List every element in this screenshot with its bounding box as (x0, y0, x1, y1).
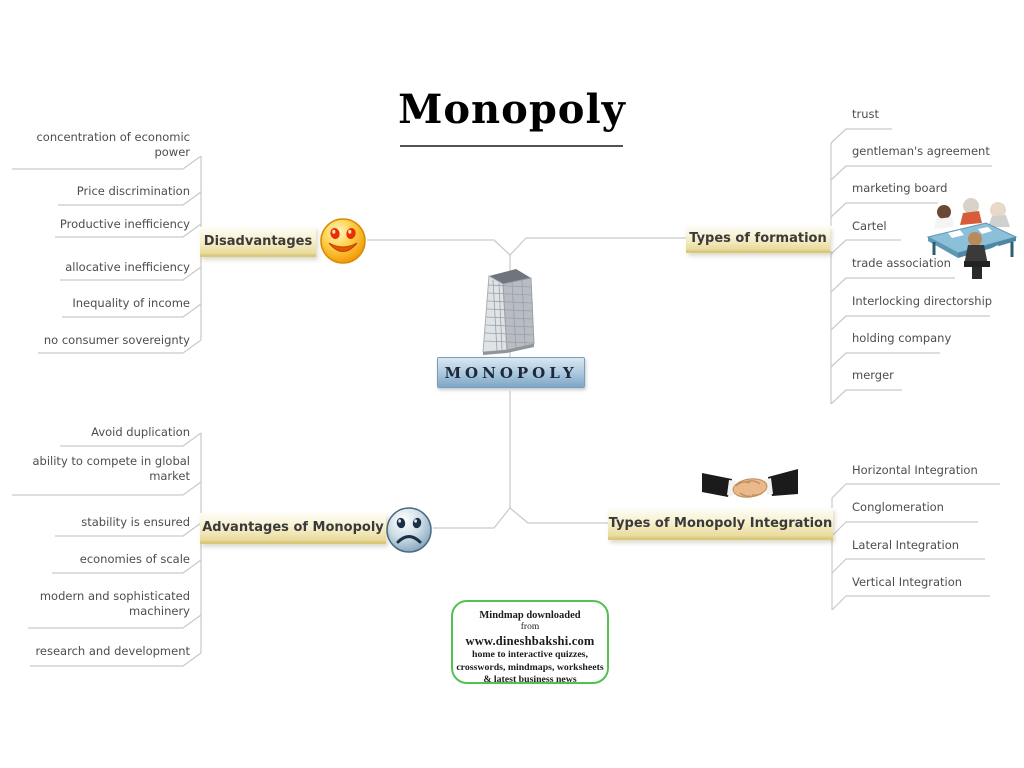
mindmap-leaf[interactable]: stability is ensured (81, 515, 190, 529)
mindmap-leaf[interactable]: research and development (35, 644, 190, 658)
mindmap-leaf[interactable]: Cartel (852, 219, 887, 233)
mindmap-leaf[interactable]: no consumer sovereignty (43, 333, 190, 347)
topic-types-of-integration[interactable] (608, 508, 833, 540)
credit-site-url: www.dineshbakshi.com (465, 634, 595, 648)
mindmap-leaf[interactable]: Lateral Integration (852, 538, 960, 552)
mindmap-leaf[interactable]: ability to compete in global market (32, 454, 190, 483)
topic-types-of-integration-label: Types of Monopoly Integration (608, 515, 833, 531)
central-topic[interactable] (437, 357, 585, 388)
mindmap-leaf[interactable]: marketing board (852, 181, 948, 195)
credit-box (451, 600, 609, 684)
mindmap-leaf[interactable]: allocative inefficiency (65, 260, 190, 274)
topic-advantages-label: Advantages of Monopoly (202, 520, 384, 535)
handshake-icon (702, 464, 798, 508)
mindmap-leaf[interactable]: economies of scale (79, 552, 190, 566)
meeting-icon (926, 195, 1018, 281)
mindmap-leaf[interactable]: Conglomeration (852, 500, 944, 514)
topic-disadvantages[interactable] (200, 227, 316, 257)
mindmap-leaf[interactable]: modern and sophisticated machinery (39, 589, 190, 618)
credit-line-1: Mindmap downloaded (479, 610, 581, 621)
mindmap-leaf[interactable]: trust (852, 107, 880, 121)
credit-line-2: from (520, 622, 540, 632)
mindmap-leaf[interactable]: Price discrimination (76, 184, 190, 198)
mindmap-leaf[interactable]: merger (852, 368, 894, 382)
page-title: Monopoly (398, 86, 626, 133)
building-icon (476, 263, 544, 357)
topic-disadvantages-label: Disadvantages (203, 233, 313, 249)
mindmap-leaf[interactable]: Productive inefficiency (59, 217, 190, 231)
credit-line-4: crosswords, mindmaps, worksheets (456, 661, 604, 673)
happy-face-icon (319, 217, 367, 265)
mindmap-leaf[interactable]: gentleman's agreement (852, 144, 990, 158)
topic-types-of-formation[interactable] (686, 226, 830, 253)
central-topic-label: MONOPOLY (444, 363, 578, 382)
mindmap-leaf[interactable]: concentration of economic power (36, 130, 190, 159)
credit-line-3: home to interactive quizzes, (472, 649, 588, 660)
topic-advantages[interactable] (200, 513, 386, 544)
mindmap-leaf[interactable]: trade association (852, 256, 951, 270)
mindmap-leaf[interactable]: Interlocking directorship (852, 294, 993, 308)
topic-types-of-formation-label: Types of formation (689, 231, 827, 246)
mindmap-leaf[interactable]: Horizontal Integration (852, 463, 978, 477)
sad-face-icon (385, 506, 433, 554)
mindmap-leaf[interactable]: Vertical Integration (852, 575, 963, 589)
mindmap-leaf[interactable]: Inequality of income (72, 296, 190, 310)
credit-line-5: & latest business news (483, 674, 577, 685)
mindmap-leaf[interactable]: Avoid duplication (91, 425, 190, 439)
mindmap-leaf[interactable]: holding company (852, 331, 952, 345)
